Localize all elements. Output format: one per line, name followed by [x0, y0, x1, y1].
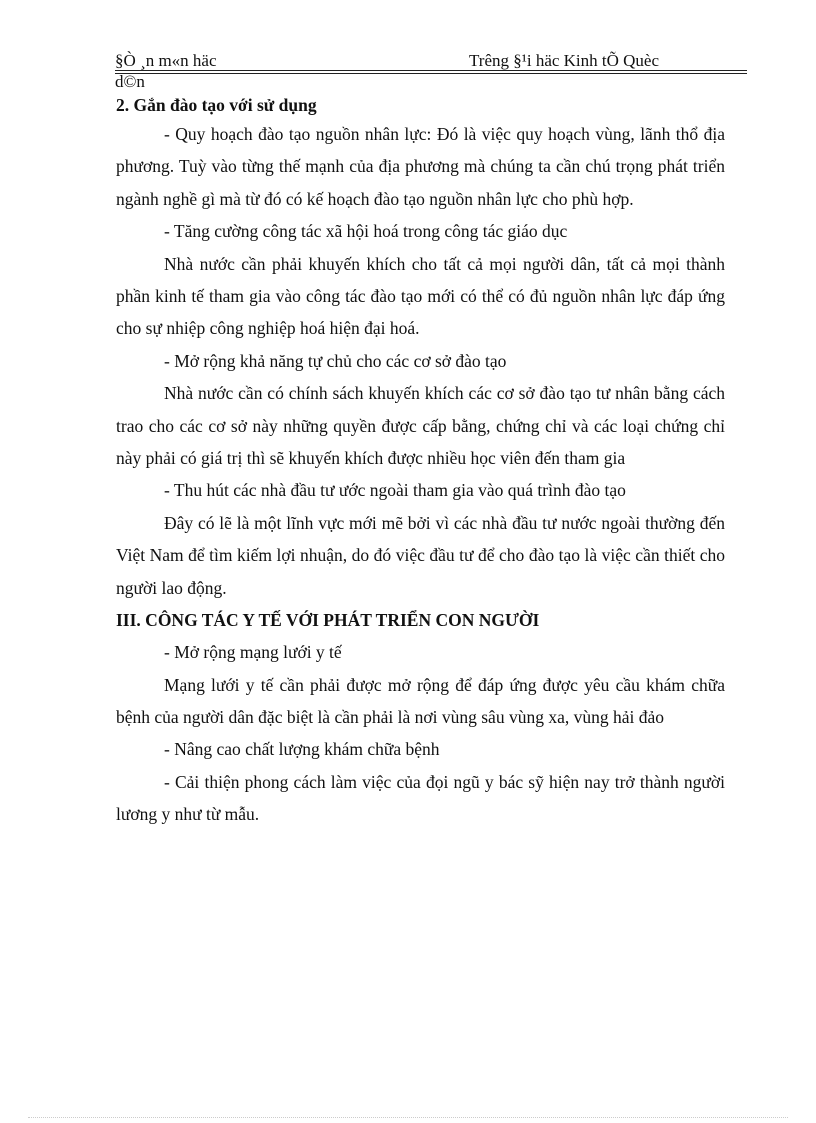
paragraph: Mạng lưới y tế cần phải được mở rộng để đáp ứng được yêu cầu khám chữa bệnh của người dân đặc biệt là cần phải là nơi vùng sâu vùng xa, vùng hải đảo [116, 674, 725, 727]
list-item: - Nâng cao chất lượng khám chữa bệnh [164, 739, 440, 760]
list-item: - Quy hoạch đào tạo nguồn nhân lực: Đó là việc quy hoạch vùng, lãnh thổ địa phương. Tuỳ vào từng thế mạnh của địa phương mà chúng ta cần chú trọng phát triển ngành nghề gì mà từ đó có kế hoạch đào tạo nguồn nhân lực cho phù hợp. [116, 124, 725, 209]
list-item: - Tăng cường công tác xã hội hoá trong công tác giáo dục [164, 221, 568, 242]
paragraph: Nhà nước cần có chính sách khuyến khích các cơ sở đào tạo tư nhân bằng cách trao cho các cơ sở này những quyền được cấp bằng, chứng chỉ và các loại chứng chỉ này phải có giá trị thì sẽ khuyến khích được nhiều học viên đến tham gia [116, 383, 725, 469]
document-body [116, 92, 725, 831]
footer-divider [28, 1117, 788, 1118]
header-right-text: Trêng §¹i häc Kinh tÕ Quèc [469, 51, 660, 70]
list-item: - Mở rộng khả năng tự chủ cho các cơ sở đào tạo [164, 350, 507, 371]
page-header [115, 51, 747, 91]
section-heading: III. CÔNG TÁC Y TẾ VỚI PHÁT TRIỂN CON NGƯỜI [116, 610, 540, 631]
list-item: - Mở rộng mạng lưới y tế [164, 642, 342, 663]
section-heading: 2. Gắn đào tạo với sử dụng [116, 95, 317, 115]
header-left-text: §Ò ¸n m«n häc [115, 51, 217, 70]
list-item: - Cải thiện phong cách làm việc của đọi ngũ y bác sỹ hiện nay trở thành người lương y như từ mẫu. [116, 771, 725, 825]
header-rule-double [115, 73, 747, 74]
list-item: - Thu hút các nhà đầu tư ước ngoài tham gia vào quá trình đào tạo [164, 480, 626, 501]
paragraph: Nhà nước cần phải khuyến khích cho tất cả mọi người dân, tất cả mọi thành phần kinh tế tham gia vào công tác đào tạo mới có thể có đủ nguồn nhân lực đáp ứng cho sự nhiệp công nghiệp hoá hiện đại hoá. [116, 253, 725, 339]
paragraph: Đây có lẽ là một lĩnh vực mới mẽ bởi vì các nhà đầu tư nước ngoài thường đến Việt Nam để tìm kiếm lợi nhuận, do đó việc đầu tư để cho đào tạo là việc cần thiết cho người lao động. [116, 512, 725, 598]
header-wrap-text: d©n [115, 72, 145, 91]
header-rule [115, 70, 747, 71]
